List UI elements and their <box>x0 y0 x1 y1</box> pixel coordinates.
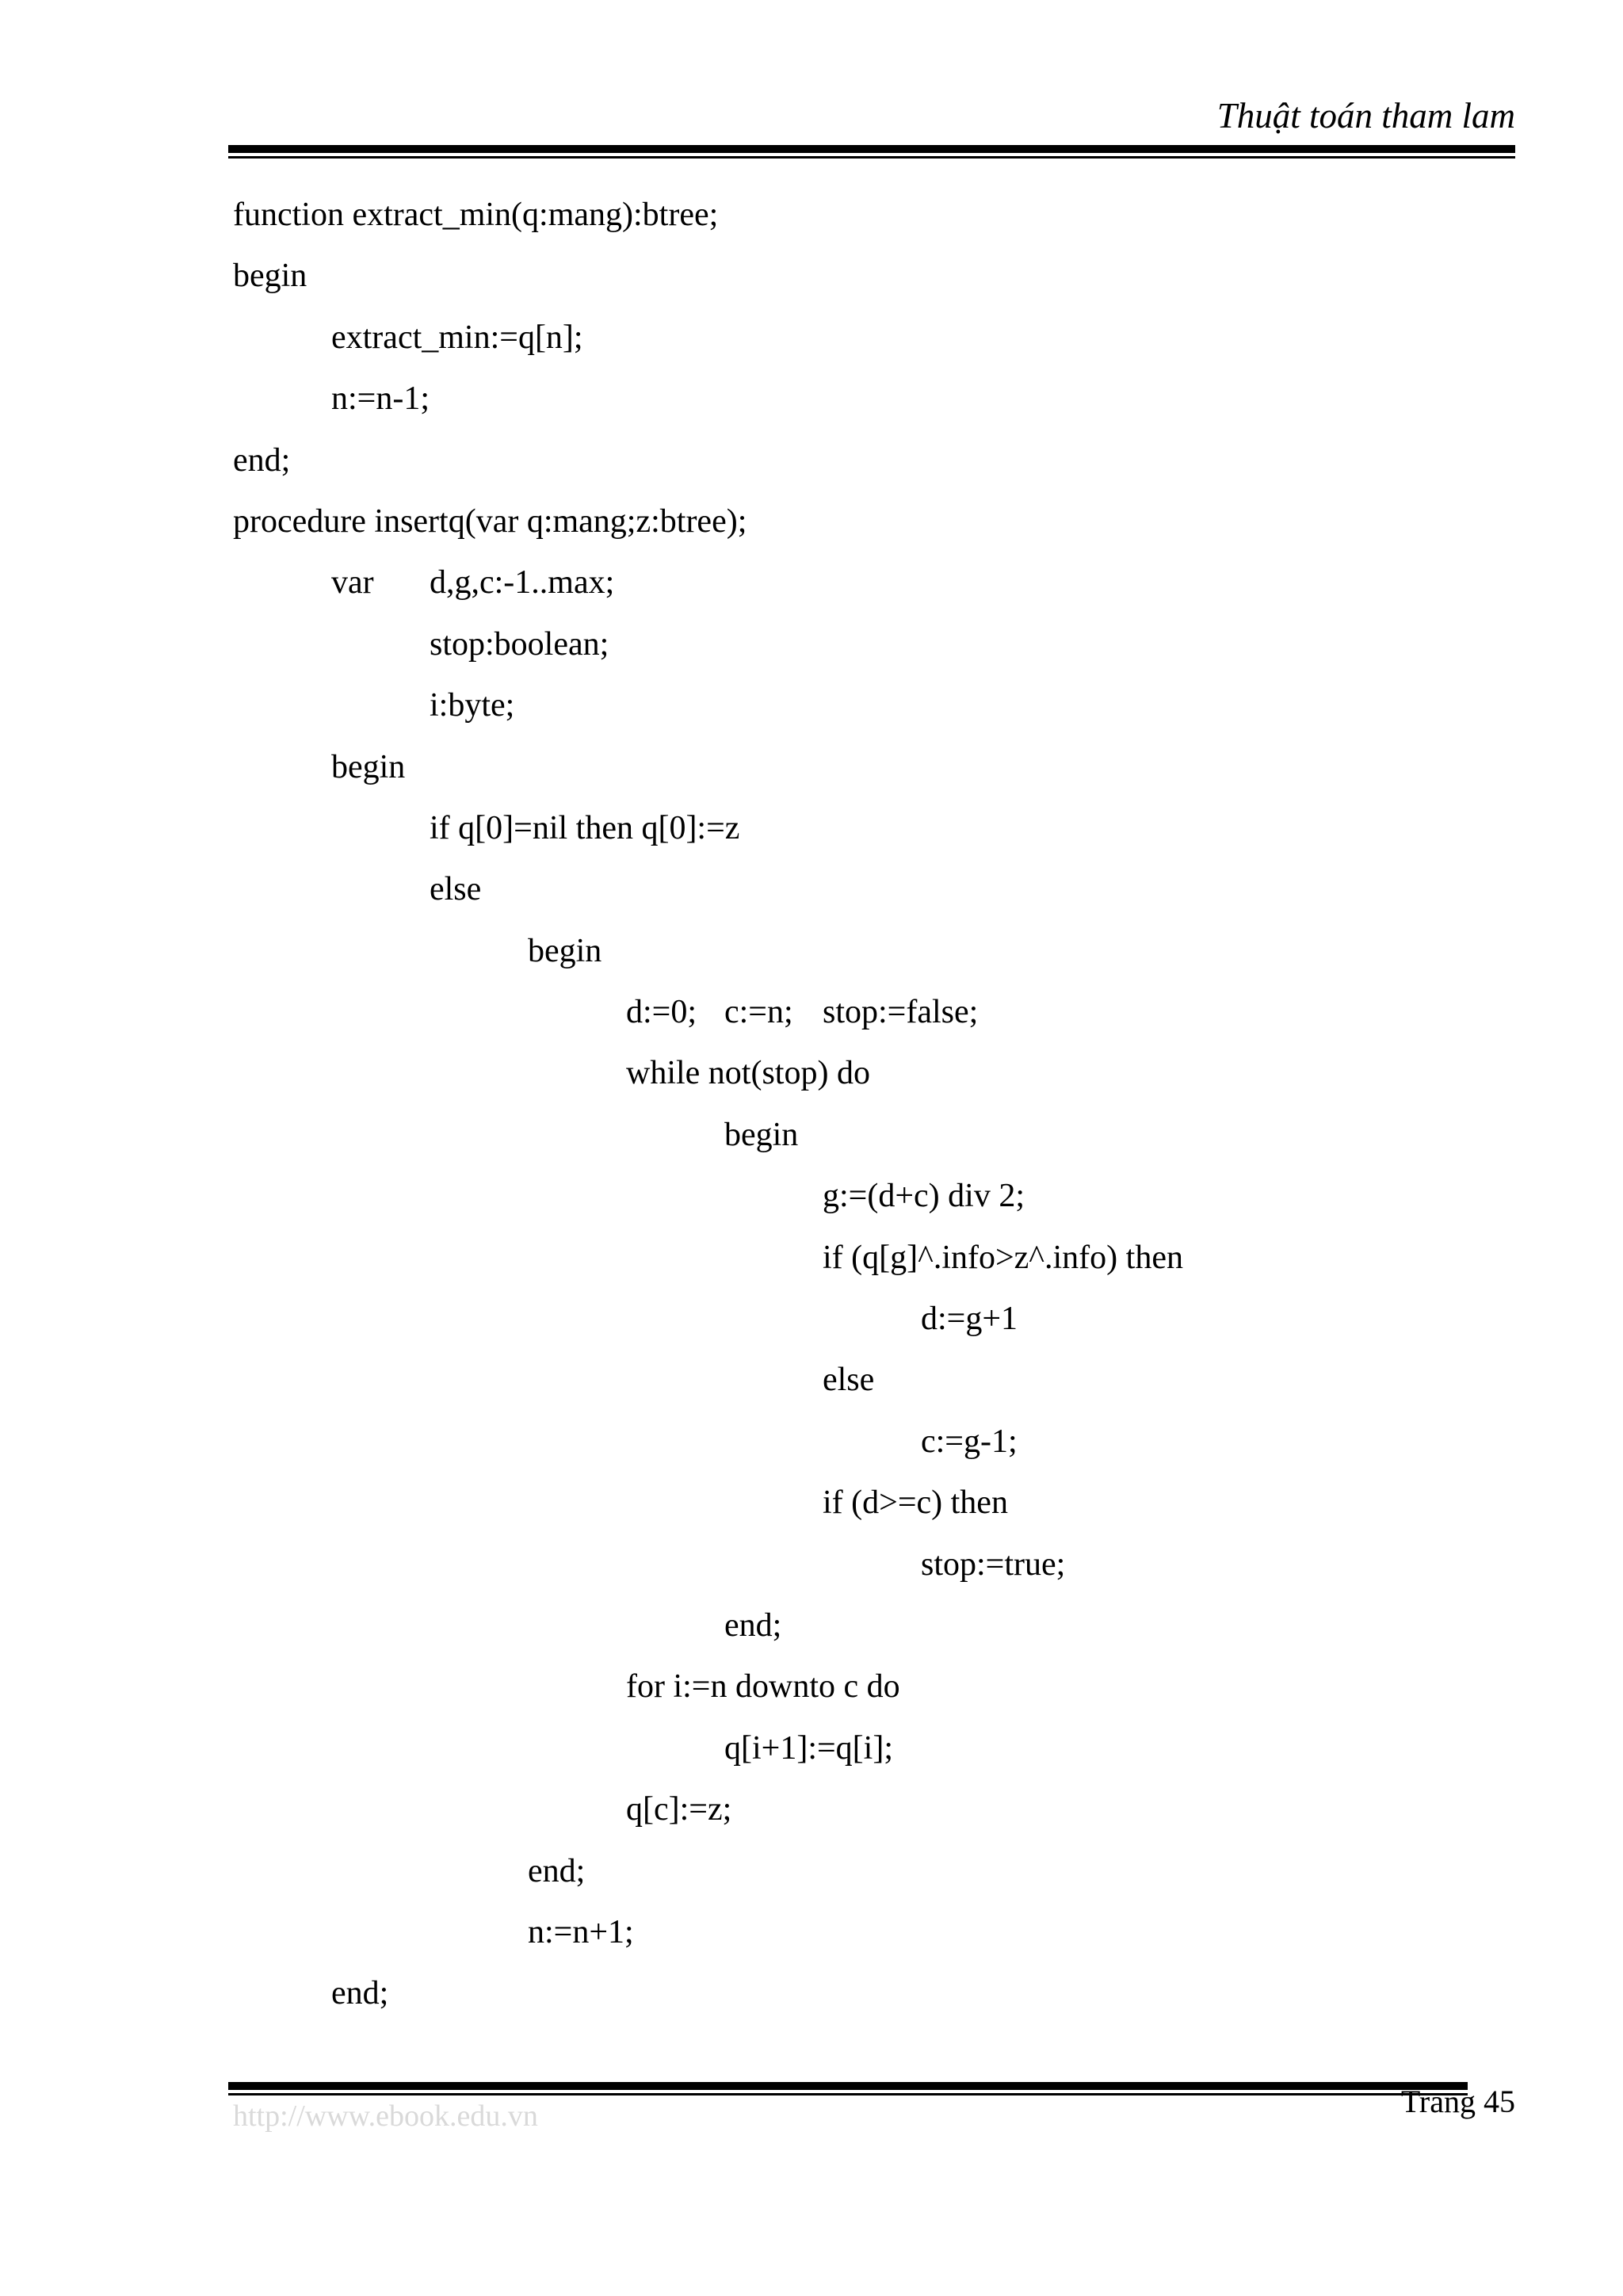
footer-rule-thick <box>228 2082 1468 2090</box>
code-token: end; <box>724 1606 782 1644</box>
code-token: c:=g-1; <box>921 1423 1018 1460</box>
code-token: begin <box>528 932 602 969</box>
code-token: q[i+1]:=q[i]; <box>724 1729 893 1767</box>
code-token: i:byte; <box>430 687 515 724</box>
code-token: d,g,c:-1..max; <box>430 564 615 602</box>
code-token: procedure insertq(var q:mang;z:btree); <box>233 502 747 540</box>
code-token: else <box>430 871 482 908</box>
code-token: stop:=false; <box>823 994 979 1031</box>
page-number: Trang 45 <box>1400 2084 1515 2119</box>
code-token: if (d>=c) then <box>823 1484 1008 1522</box>
code-token: begin <box>331 748 406 785</box>
code-token: n:=n-1; <box>331 380 430 418</box>
header-rule-thin <box>228 156 1515 159</box>
code-token: g:=(d+c) div 2; <box>823 1178 1025 1215</box>
code-token: begin <box>724 1116 799 1153</box>
code-token: d:=0; <box>626 994 697 1031</box>
code-token: q[c]:=z; <box>626 1791 732 1828</box>
code-token: extract_min:=q[n]; <box>331 319 583 356</box>
footer-url: http://www.ebook.edu.vn <box>233 2099 538 2133</box>
code-token: function extract_min(q:mang):btree; <box>233 197 719 233</box>
code-token: n:=n+1; <box>528 1913 634 1950</box>
code-token: for i:=n downto c do <box>626 1668 900 1706</box>
code-token: if q[0]=nil then q[0]:=z <box>430 809 740 846</box>
code-token: end; <box>233 441 291 479</box>
code-token: end; <box>528 1852 586 1889</box>
header-rule-thick <box>228 145 1515 153</box>
header-title: Thuật toán tham lam <box>1216 96 1515 136</box>
code-token: d:=g+1 <box>921 1301 1018 1338</box>
footer-rule-thin <box>228 2093 1468 2095</box>
code-token: begin <box>233 258 307 295</box>
code-token: if (q[g]^.info>z^.info) then <box>823 1239 1183 1276</box>
code-token: stop:=true; <box>921 1545 1066 1583</box>
code-token: while not(stop) do <box>626 1055 870 1092</box>
code-token: c:=n; <box>724 994 793 1031</box>
code-token: else <box>823 1362 875 1399</box>
code-token: var <box>331 564 374 602</box>
code-token: end; <box>331 1975 389 2012</box>
code-token: stop:boolean; <box>430 625 609 663</box>
